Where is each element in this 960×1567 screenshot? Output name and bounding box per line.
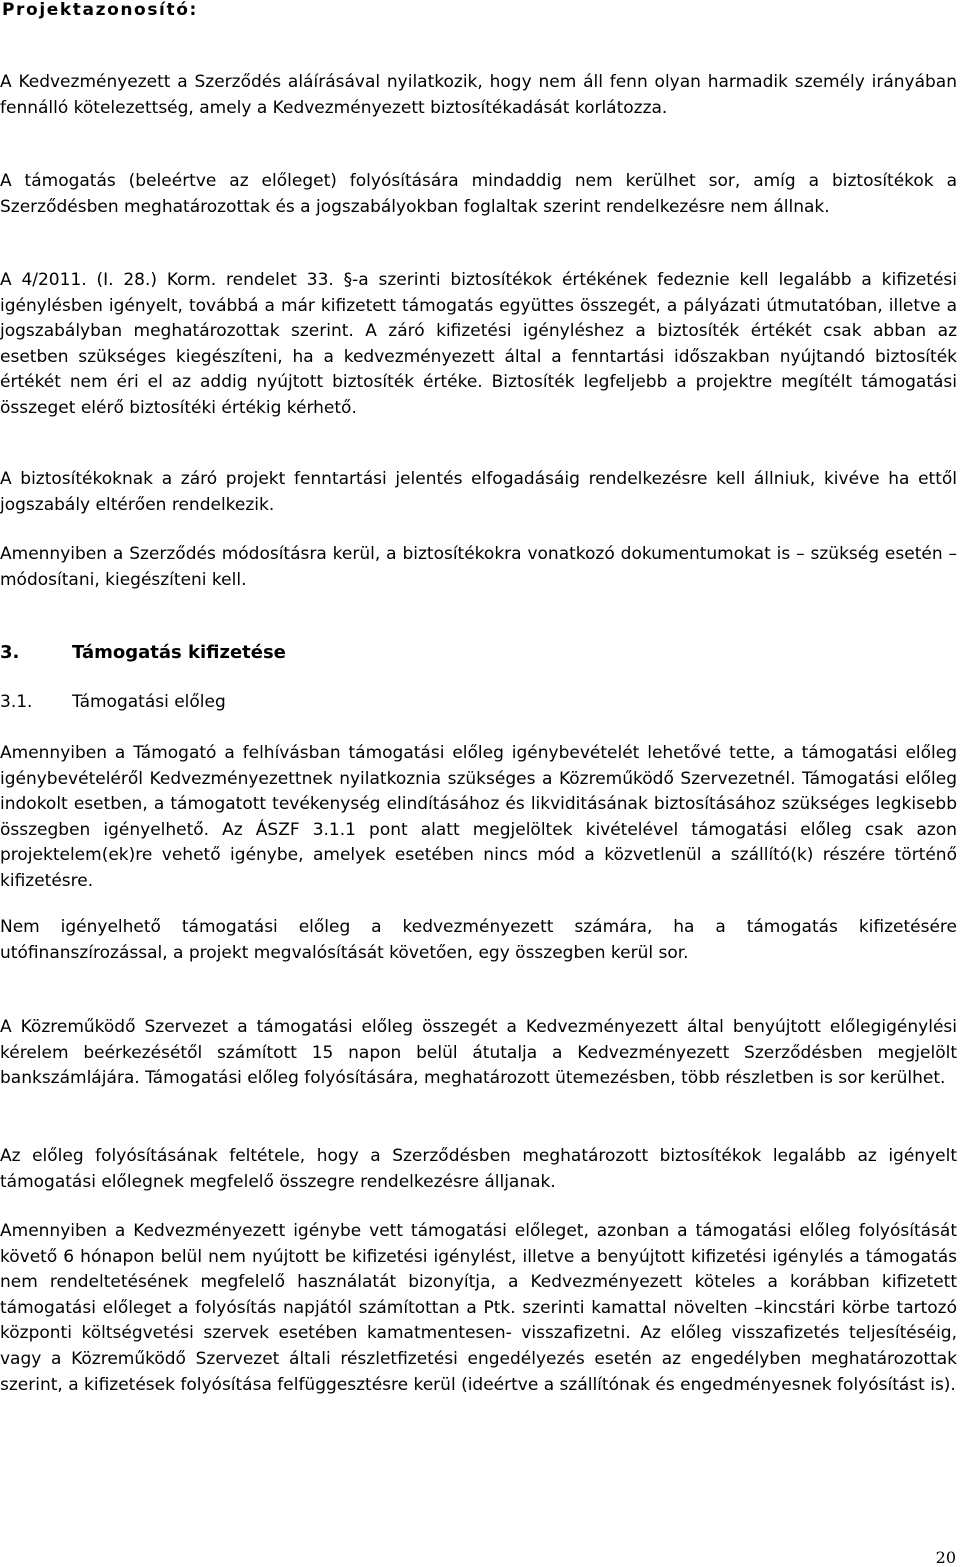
paragraph-contract-modification: Amennyiben a Szerződés módosításra kerül, a biztosítékokra vonatkozó dokumentumokat is – szükség esetén – módosítani, kiegészíteni kell. [0,544,957,590]
subsection-number: 3.1. [0,692,33,712]
section-number: 3. [0,642,20,663]
paragraph-guarantee-availability: A biztosítékoknak a záró projekt fenntartási jelentés elfogadásáig rendelkezésre kell állniuk, kivéve ha ettől jogszabály eltérően rendelkezik. [0,469,957,515]
section-heading [0,642,286,663]
paragraph-disbursement-condition: A támogatás (beleértve az előleget) folyósítására mindaddig nem kerülhet sor, amíg a biztosítékok a Szerződésben meghatározottak és a jogszabályokban foglaltak szerint rendelkezésre nem állnak. [0,171,957,217]
paragraph-guarantee-value: A 4/2011. (I. 28.) Korm. rendelet 33. §-a szerinti biztosítékok értékének fedeznie kell legalább a kifizetési igénylésben igényelt, továbbá a már kifizetett támogatás együttes összegét, a pályázati útmutatóban, illetve a jogszabályban meghatározottak szerint. A záró kifizetési igényléshez a biztosíték értékét csak abban az esetben szükséges kiegészíteni, ha a kedvezményezett által a fenntartási időszakban nyújtandó biztosíték értékét nem éri el az addig nyújtott biztosíték értéke. Biztosíték legfeljebb a projektre megítélt támogatási összeget elérő biztosítéki értékig kérhető. [0,270,957,418]
paragraph-guarantee-declaration: A Kedvezményezett a Szerződés aláírásával nyilatkozik, hogy nem áll fenn olyan harmadik személy irányában fennálló kötelezettség, amely a Kedvezményezett biztosítékadását korlátozza. [0,72,957,118]
paragraph-advance-repayment: Amennyiben a Kedvezményezett igénybe vett támogatási előleget, azonban a támogatási előleg folyósítását követő 6 hónapon belül nem nyújtott be kifizetési igénylést, illetve a benyújtott kifizetési igénylés a támogatás nem rendeltetésének megfelelő használatát bizonyítja, a Kedvezményezett köteles a korábban kifizetett támogatási előleget a folyósítás napjától számítottan a Ptk. szerinti kamattal növelten –kincstári körbe tartozó központi költségvetési szervek esetében kamatmentesen- visszafizetni. Az előleg visszafizetés teljesítéséig, vagy a Közreműködő Szervezet általi részletfizetési engedélyezés esetén az engedélyben meghatározottak szerint, a kifizetések folyósítása felfüggesztésre kerül (ideértve a szállítónak és engedményesnek folyósítást is). [0,1221,957,1395]
subsection-heading [0,692,226,712]
paragraph-advance-condition: Az előleg folyósításának feltétele, hogy a Szerződésben meghatározott biztosítékok legalább az igényelt támogatási előlegnek megfelelő összegre rendelkezésre álljanak. [0,1146,957,1192]
page-number: 20 [935,1548,956,1567]
paragraph-advance-transfer: A Közreműködő Szervezet a támogatási előleg összegét a Kedvezményezett által benyújtott előlegigénylési kérelem beérkezésétől számított 15 napon belül átutalja a Kedvezményezett Szerződésben megjelölt bankszámlájára. Támogatási előleg folyósítására, meghatározott ütemezésben, több részletben is sor kerülhet. [0,1017,957,1089]
section-title: Támogatás kifizetése [72,642,286,663]
paragraph-advance-exclusion: Nem igényelhető támogatási előleg a kedvezményezett számára, ha a támogatás kifizetésére utófinanszírozással, a projekt megvalósítását követően, egy összegben kerül sor. [0,917,957,963]
paragraph-advance-request: Amennyiben a Támogató a felhívásban támogatási előleg igénybevételét lehetővé tette, a támogatási előleg igénybevételéről Kedvezményezettnek nyilatkoznia szükséges a Közreműködő Szervezetnél. Támogatási előleg indokolt esetben, a támogatott tevékenység elindításához és likviditásának biztosításához szükséges legkisebb összegben igényelhető. Az ÁSZF 3.1.1 pont alatt megjelöltek kivételével támogatási előleg csak azon projektelem(ek)re vehető igénybe, amelyek esetében nincs mód a közvetlenül a szállító(k) részére történő kifizetésre. [0,743,957,891]
project-id-label: Projektazonosító: [2,0,198,20]
subsection-title: Támogatási előleg [72,692,226,712]
